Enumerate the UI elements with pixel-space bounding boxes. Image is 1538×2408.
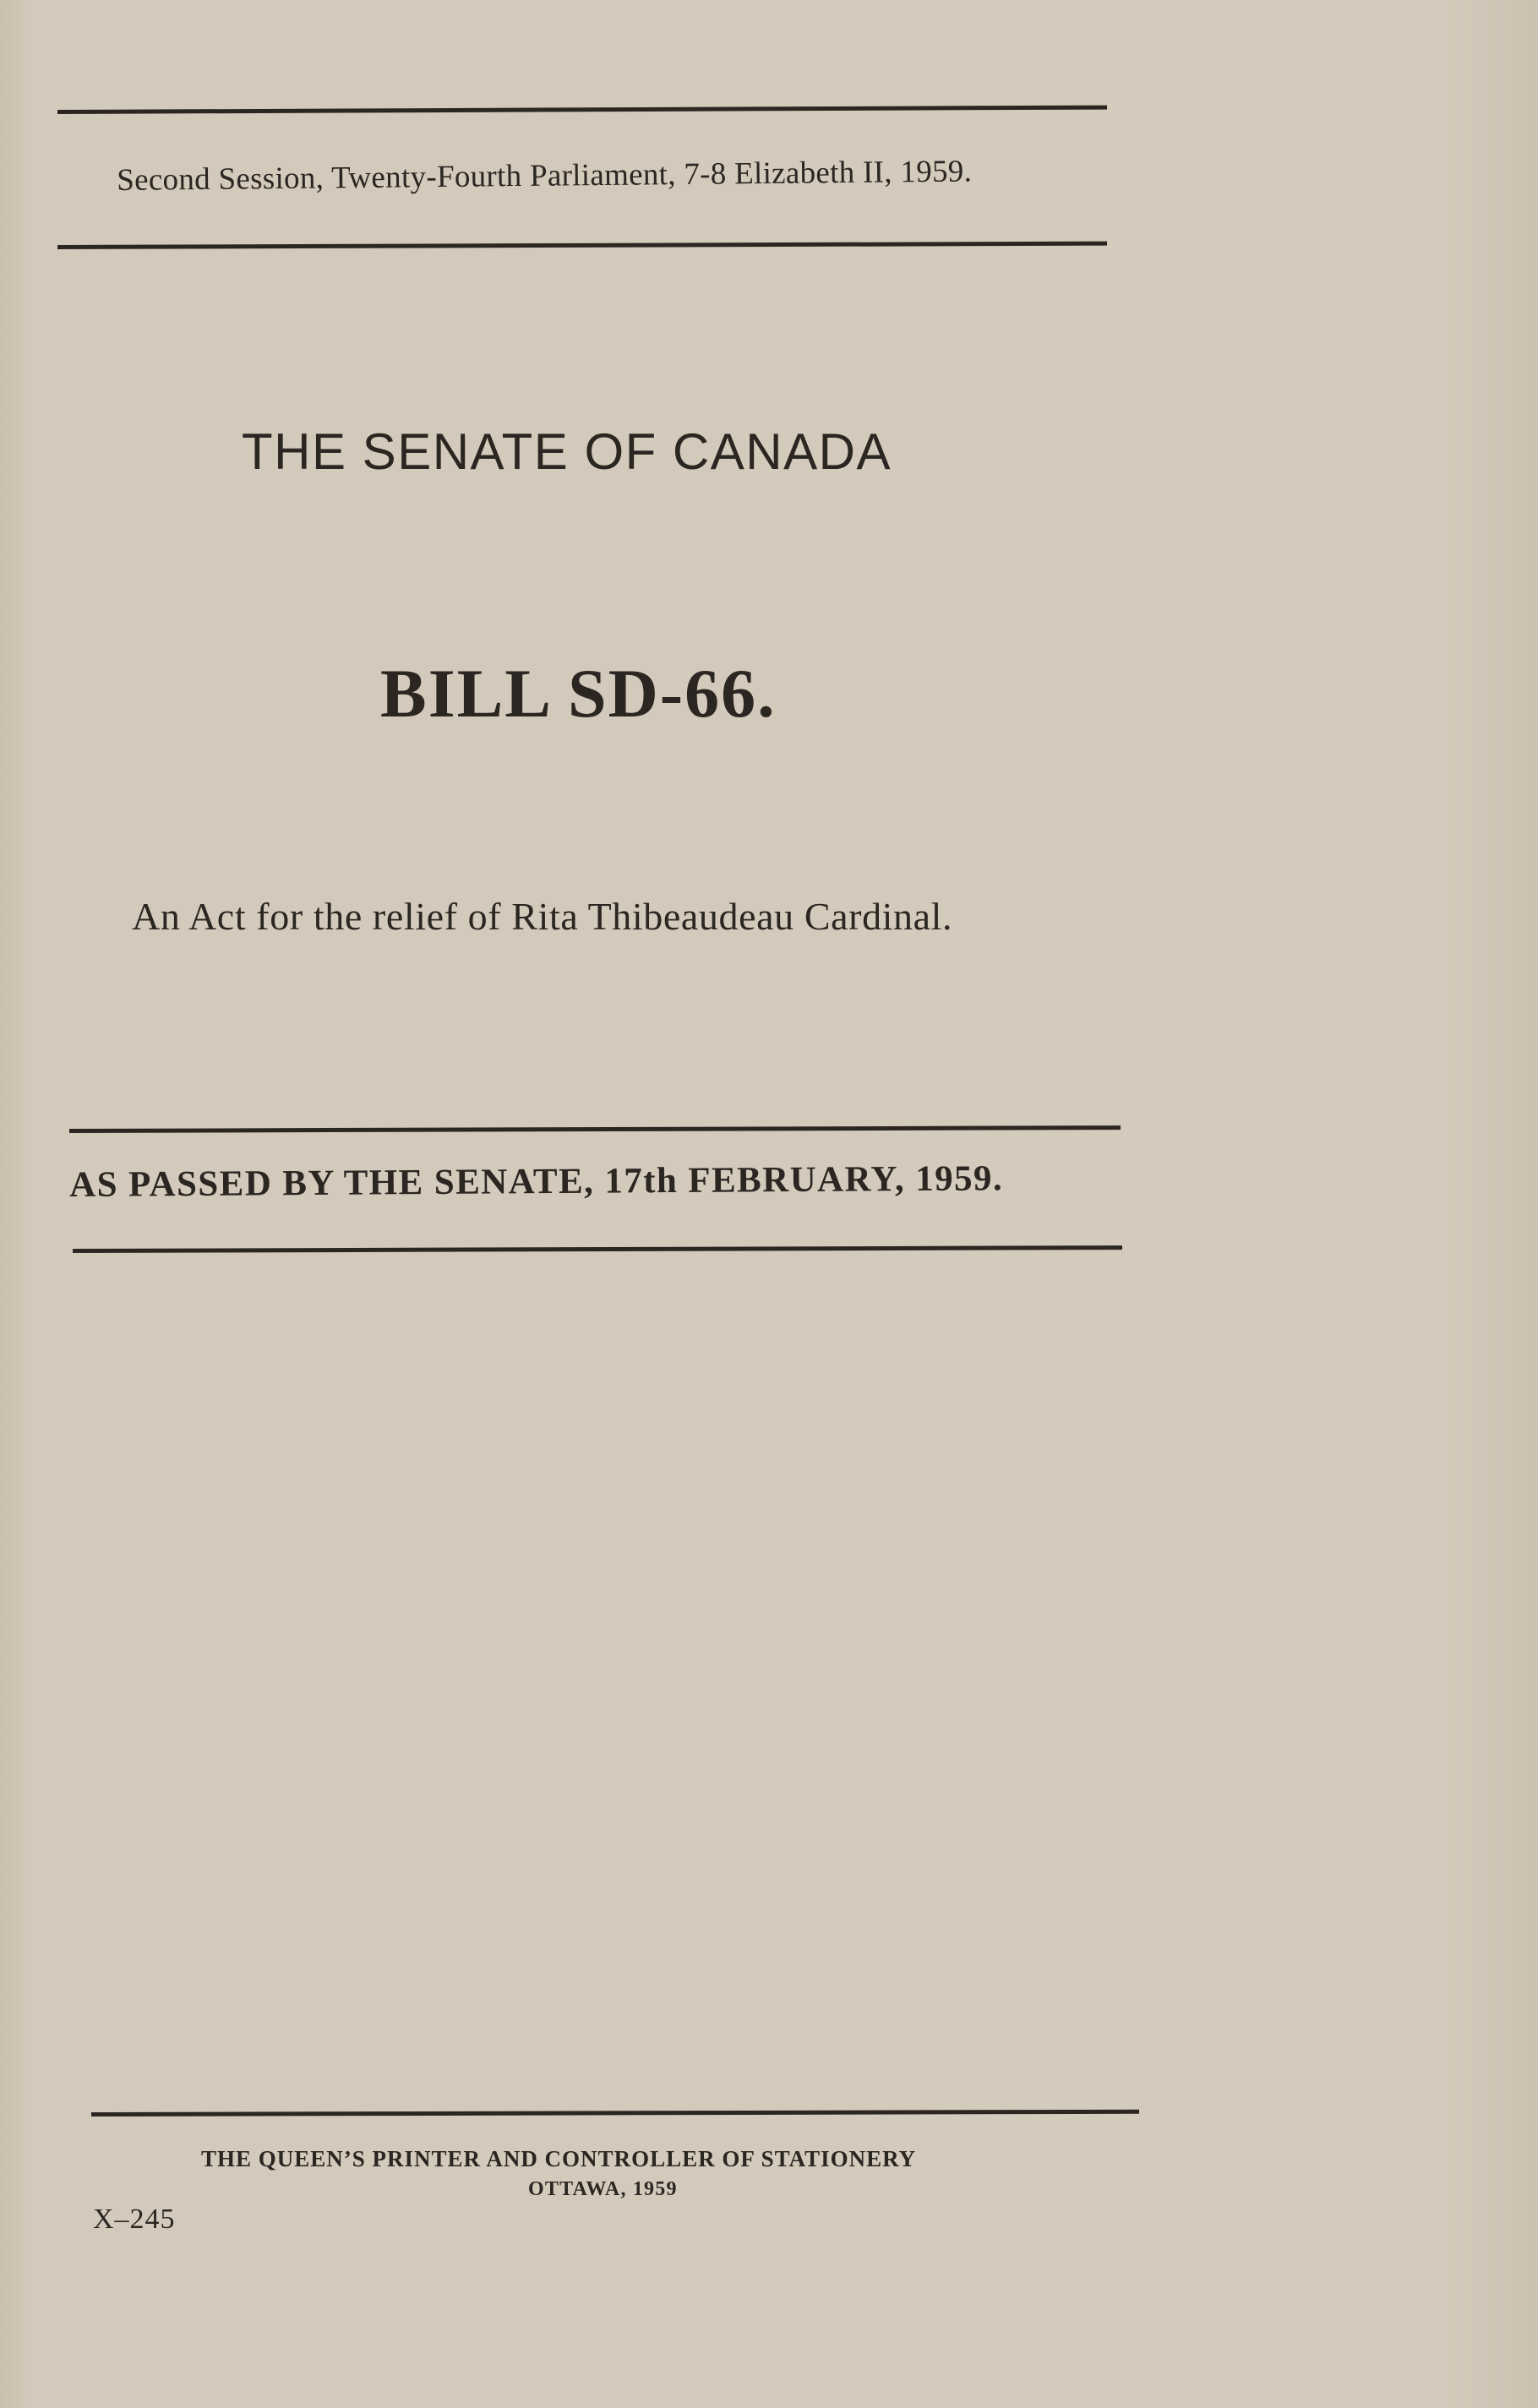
printer-city-year: OTTAWA, 1959: [528, 2178, 678, 2200]
session-line: Second Session, Twenty-Fourth Parliament, 7-8 Elizabeth II, 1959.: [117, 154, 973, 198]
document-code: X–245: [93, 2204, 176, 2235]
act-title: An Act for the relief of Rita Thibeaudeau Cardinal.: [132, 895, 953, 938]
passed-statement: AS PASSED BY THE SENATE, 17th FEBRUARY, 1959.: [69, 1158, 1004, 1205]
printer-credit: THE QUEEN’S PRINTER AND CONTROLLER OF STATIONERY: [201, 2146, 917, 2171]
bill-number: BILL SD-66.: [380, 655, 777, 732]
senate-heading: THE SENATE OF CANADA: [242, 423, 892, 480]
